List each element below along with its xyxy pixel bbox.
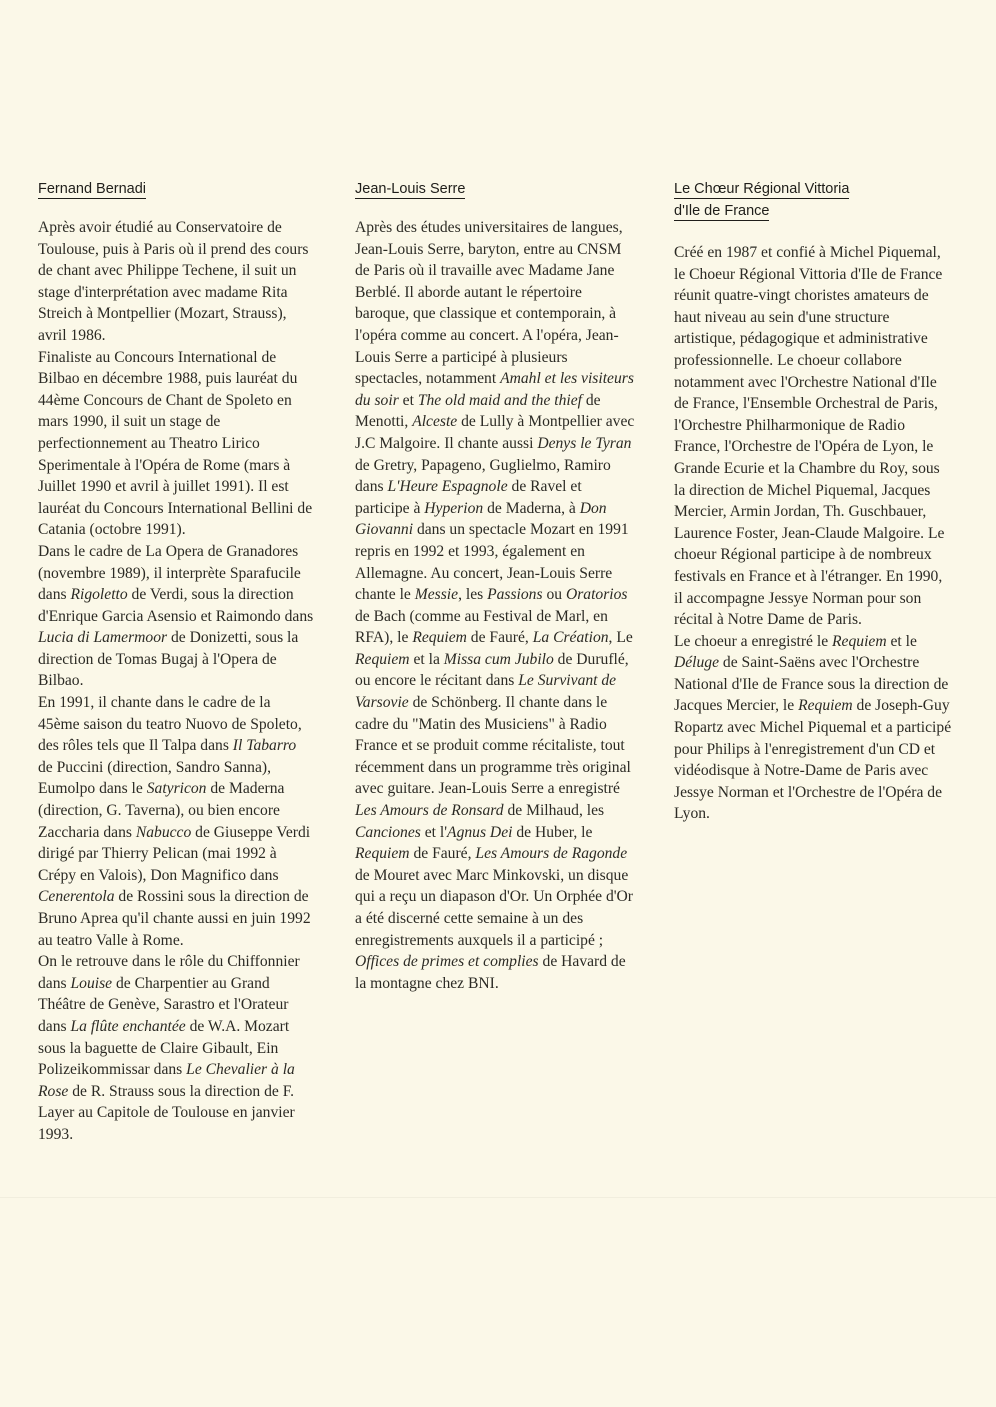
italic-title: Alceste — [412, 413, 458, 431]
paragraph — [38, 217, 314, 347]
italic-title: Don Giovanni — [355, 499, 607, 539]
text-run: de Havard de la montagne chez BNI. — [355, 953, 626, 992]
italic-title: Lucia di Lamermoor — [38, 629, 168, 647]
text-run: de Maderna, à — [483, 499, 580, 517]
paragraph — [38, 541, 314, 692]
heading-line: Jean-Louis Serre — [355, 181, 466, 197]
italic-title: Offices de primes et complies — [355, 953, 539, 971]
italic-title: Requiem — [355, 845, 410, 863]
text-run: et — [398, 391, 418, 409]
text-run: ou — [542, 586, 566, 604]
italic-title: Agnus Dei — [447, 823, 513, 841]
italic-title: Requiem — [355, 650, 410, 668]
italic-title: Déluge — [674, 654, 720, 672]
italic-title: Denys le Tyran — [537, 434, 632, 452]
text-run: de Gretry, Papageno, Guglielmo, Ramiro dans — [355, 456, 611, 496]
text-run: , Le — [608, 629, 633, 647]
text-run: de Maderna (direction, G. Taverna), ou bien encore Zaccharia dans — [38, 780, 285, 841]
paragraph — [38, 951, 314, 1145]
italic-title: Rigoletto — [70, 586, 128, 604]
italic-title: La flûte enchantée — [70, 1017, 186, 1035]
italic-title: Nabucco — [135, 823, 192, 841]
italic-title: Les Amours de Ragonde — [475, 845, 628, 863]
heading-line: Le Chœur Régional Vittoria — [674, 181, 850, 197]
section-heading — [355, 178, 637, 200]
section-body — [674, 242, 954, 825]
italic-title: Hyperion — [424, 499, 484, 517]
text-run: de Donizetti, sous la direction de Tomas Bugaj à l'Opera de Bilbao. — [38, 629, 299, 690]
text-run: On le retrouve dans le rôle du Chiffonnier dans — [38, 953, 300, 992]
text-run: et l' — [420, 823, 448, 841]
italic-title: Satyricon — [146, 780, 207, 798]
text-run: de Puccini (direction, Sandro Sanna), Eumolpo dans le — [38, 758, 271, 798]
italic-title: Missa cum Jubilo — [443, 650, 554, 668]
text-run: de Saint-Saëns avec l'Orchestre National d'Ile de France sous la direction de Jacques Mercier, le — [674, 654, 949, 715]
text-run: Dans le cadre de La Opera de Granadores (novembre 1989), il interprète Sparafucile dans — [38, 542, 301, 604]
column-fernand-bernadi — [38, 178, 314, 1146]
italic-title: Les Amours de Ronsard — [355, 802, 504, 820]
text-run: de Schönberg. Il chante dans le cadre du "Matin des Musiciens" à Radio France et se produit comme récitaliste, tout récemment dans un programme très original avec guitare. Jean-Louis Serre a enregistré — [355, 694, 631, 798]
text-run: de Menotti, — [355, 391, 601, 431]
italic-title: Requiem — [798, 697, 853, 715]
italic-title: Canciones — [355, 823, 421, 841]
text-run: de Verdi, sous la direction d'Enrique Garcia Asensio et Raimondo dans — [38, 586, 314, 625]
italic-title: La Création — [532, 629, 609, 647]
text-run: En 1991, il chante dans le cadre de la 45ème saison du teatro Nuovo de Spoleto, des rôles tels que Il Talpa dans — [38, 694, 302, 755]
italic-title: Requiem — [412, 629, 467, 647]
italic-title: Passions — [487, 586, 543, 604]
text-run: de Bach (comme au Festival de Marl, en RFA), le — [355, 607, 608, 647]
column-jean-louis-serre — [355, 178, 637, 994]
heading-line: Fernand Bernadi — [38, 181, 147, 197]
italic-title: Messie — [414, 586, 459, 604]
paragraph — [38, 347, 314, 541]
text-run: de Fauré, — [409, 845, 476, 863]
column-choeur-vittoria — [674, 178, 954, 825]
text-run: de Giuseppe Verdi dirigé par Thierry Pelican (mai 1992 à Crépy en Valois), Don Magnifico dans — [38, 823, 311, 884]
italic-title: Le Survivant de Varsovie — [355, 672, 617, 712]
text-run: Le choeur a enregistré le — [674, 632, 833, 650]
italic-title: Le Chevalier à la Rose — [38, 1061, 295, 1100]
text-run: de R. Strauss sous la direction de F. Layer au Capitole de Toulouse en janvier 1993. — [38, 1082, 295, 1143]
text-run: Créé en 1987 et confié à Michel Piquemal, le Choeur Régional Vittoria d'Ile de France réunit quatre-vingt choristes amateurs de haut niveau au sein d'une structure artistique, pédagogique et administrative professionnelle. Le choeur collabore notamment avec l'Orchestre National d'Ile de France, l'Ensemble Orchestral de Paris, l'Orchestre Philharmonique de Radio France, l'Orchestre de l'Opéra de Lyon, le Grande Ecurie et la Chambre du Roy, sous la direction de Michel Piquemal, Jacques Mercier, Armin Jordan, Th. Guschbauer, Laurence Foster, Jean-Claude Malgoire. Le choeur Régional participe à de nombreux festivals en France et à l'étranger. En 1990, il accompagne Jessye Norman pour son récital à Notre Dame de Paris. — [674, 244, 945, 629]
section-heading — [38, 178, 314, 200]
italic-title: Louise — [70, 974, 113, 992]
italic-title: Amahl et les visiteurs du soir — [355, 370, 634, 409]
text-run: de Huber, le — [512, 823, 593, 841]
text-run: de Milhaud, les — [503, 802, 605, 820]
text-run: de Charpentier au Grand Théâtre de Genève, Sarastro et l'Orateur dans — [38, 974, 289, 1035]
italic-title: Cenerentola — [38, 888, 115, 906]
paragraph — [674, 242, 954, 631]
text-run: de Mouret avec Marc Minkovski, un disque qui a reçu un diapason d'Or. Un Orphée d'Or a été discerné cette semaine à un des enregistrements auxquels il a participé ; — [355, 866, 633, 949]
section-body — [355, 217, 637, 994]
text-run: dans un spectacle Mozart en 1991 repris en 1992 et 1993, également en Allemagne. Au concert, Jean-Louis Serre chante le — [355, 521, 629, 604]
section-body — [38, 217, 314, 1146]
text-run: Après avoir étudié au Conservatoire de Toulouse, puis à Paris où il prend des cours de chant avec Philippe Techene, il suit un stage d'interprétation avec madame Rita Streich à Montpellier (Mozart, Strauss), avril 1986. — [38, 219, 309, 344]
italic-title: Requiem — [832, 632, 887, 650]
text-run: Finaliste au Concours International de Bilbao en décembre 1988, puis lauréat du 44ème Concours de Chant de Spoleto en mars 1990, il suit un stage de perfectionnement au Theatro Lirico Sperimentale à l'Opéra de Rome (mars à Juillet 1990 et avril à juillet 1991). Il est lauréat du Concours International Bellini de Catania (octobre 1991). — [38, 348, 313, 539]
text-run: et le — [886, 632, 917, 650]
paragraph — [674, 631, 954, 825]
heading-line: d'Ile de France — [674, 203, 770, 219]
italic-title: Il Tabarro — [232, 737, 297, 755]
text-run: de Joseph-Guy Ropartz avec Michel Piquemal et a participé pour Philips à l'enregistrement d'un CD et vidéodisque à Notre-Dame de Paris avec Jessye Norman et l'Orchestre de l'Opéra de Lyon. — [674, 697, 952, 823]
text-run: Après des études universitaires de langues, Jean-Louis Serre, baryton, entre au CNSM de Paris où il travaille avec Madame Jane Berblé. Il aborde autant le répertoire baroque, que classique et contemporain, à l'opéra comme au concert. A l'opéra, Jean-Louis Serre a participé à plusieurs spectacles, notamment — [355, 219, 623, 388]
paragraph — [38, 692, 314, 951]
text-run: de Lully à Montpellier avec J.C Malgoire. Il chante aussi — [355, 413, 635, 452]
text-run: et la — [409, 650, 444, 668]
text-run: de Rossini sous la direction de Bruno Aprea qu'il chante aussi en juin 1992 au teatro Valle à Rome. — [38, 888, 311, 949]
text-run: , les — [458, 586, 488, 604]
italic-title: Oratorios — [565, 586, 628, 604]
text-run: de Ravel et participe à — [355, 478, 582, 517]
text-run: de Fauré, — [466, 629, 533, 647]
text-run: de W.A. Mozart sous la baguette de Claire Gibault, Ein Polizeikommissar dans — [38, 1017, 290, 1079]
italic-title: The old maid and the thief — [417, 391, 582, 409]
paragraph — [355, 217, 637, 994]
text-run: de Duruflé, ou encore le récitant dans — [355, 650, 629, 690]
section-heading — [674, 178, 954, 222]
italic-title: L'Heure Espagnole — [387, 478, 508, 496]
page-fold-line — [0, 1197, 996, 1198]
